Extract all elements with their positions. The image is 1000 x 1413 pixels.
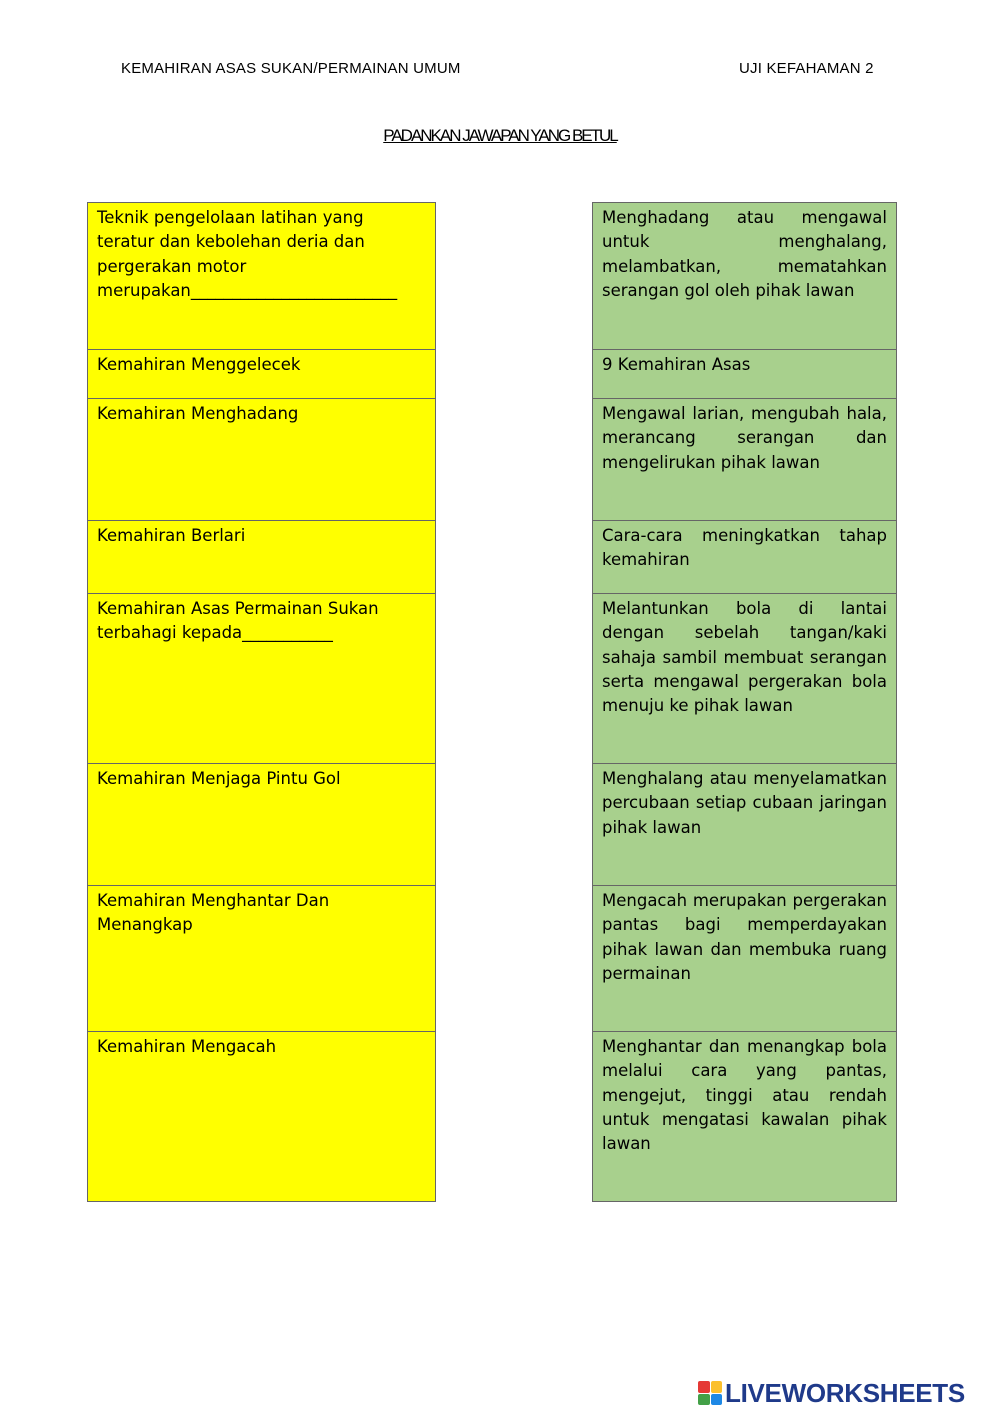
liveworksheets-brand[interactable] [698,1378,965,1408]
answer-cell[interactable]: Menghalang atau menyelamatkan percubaan setiap cubaan jaringan pihak lawan [593,764,897,886]
question-cell[interactable]: Kemahiran Menjaga Pintu Gol [88,764,436,886]
answer-column [592,202,897,1202]
brand-name: LIVEWORKSHEETS [725,1377,965,1408]
answer-cell[interactable]: Menghadang atau mengawal untuk menghalang, melambatkan, mematahkan serangan gol oleh pihak lawan [593,203,897,350]
question-cell[interactable]: Teknik pengelolaan latihan yang teratur dan kebolehan deria dan pergerakan motor merupakan_________________________ [88,203,436,350]
page-title: PADANKAN JAWAPAN YANG BETUL [383,126,617,145]
answer-cell[interactable]: Mengawal larian, mengubah hala, merancang serangan dan mengelirukan pihak lawan [593,399,897,521]
liveworksheets-logo-icon [698,1381,722,1405]
question-cell[interactable]: Kemahiran Berlari [88,521,436,594]
question-cell[interactable]: Kemahiran Menghantar Dan Menangkap [88,886,436,1032]
answer-cell[interactable]: Menghantar dan menangkap bola melalui cara yang pantas, mengejut, tinggi atau rendah untuk mengatasi kawalan pihak lawan [593,1032,897,1202]
question-column [87,202,436,1202]
answer-cell[interactable]: Cara-cara meningkatkan tahap kemahiran [593,521,897,594]
question-cell[interactable]: Kemahiran Menghadang [88,399,436,521]
answer-cell[interactable]: Melantunkan bola di lantai dengan sebelah tangan/kaki sahaja sambil membuat serangan serta mengawal pergerakan bola menuju ke pihak lawan [593,594,897,764]
answer-cell[interactable]: Mengacah merupakan pergerakan pantas bagi memperdayakan pihak lawan dan membuka ruang permainan [593,886,897,1032]
header-quiz-label: UJI KEFAHAMAN 2 [739,60,874,77]
header-subject: KEMAHIRAN ASAS SUKAN/PERMAINAN UMUM [121,60,461,77]
question-cell[interactable]: Kemahiran Menggelecek [88,350,436,399]
question-cell[interactable]: Kemahiran Mengacah [88,1032,436,1202]
question-cell[interactable]: Kemahiran Asas Permainan Sukan terbahagi kepada___________ [88,594,436,764]
answer-cell[interactable]: 9 Kemahiran Asas [593,350,897,399]
